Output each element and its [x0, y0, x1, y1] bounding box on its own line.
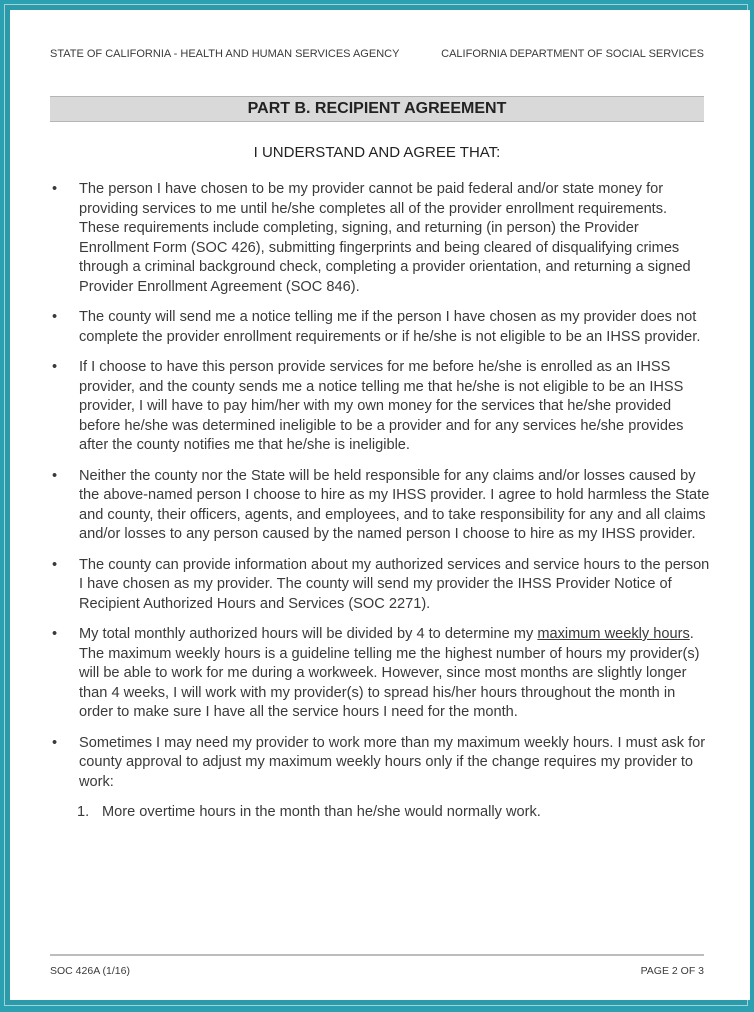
numbered-sub-item: [77, 803, 710, 823]
list-item: [50, 467, 710, 545]
page-number: PAGE 2 OF 3: [640, 965, 704, 977]
list-item-text: The person I have chosen to be my provider cannot be paid federal and/or state money for providing services to me until he/she completes all of the provider enrollment requirements. These requirements include completing, signing, and returning (in person) the Provider Enrollment Form (SOC 426), submitting fingerprints and being cleared of disqualifying crimes through a criminal background check, completing a provider orientation, and returning a signed Provider Enrollment Agreement (SOC 846).: [79, 181, 691, 295]
bullet-icon: •: [52, 556, 58, 573]
page-footer: [50, 965, 704, 977]
bullet-icon: •: [52, 626, 58, 642]
list-item: [50, 625, 710, 723]
list-item-text: Neither the county nor the State will be held responsible for any claims and/or losses caused by the above-named person I choose to hire as my IHSS provider. I agree to hold harmless the State and county, their officers, agents, and employees, and to take responsibility for any and all claims and/or losses to any person caused by the named person I choose to hire as my IHSS provider.: [79, 467, 710, 542]
list-item: [50, 734, 710, 793]
list-item-text: [79, 734, 710, 793]
list-item: [50, 358, 710, 456]
list-item: [50, 556, 710, 615]
header-agency: STATE OF CALIFORNIA - HEALTH AND HUMAN SERVICES AGENCY: [50, 48, 400, 60]
page-header: [50, 48, 704, 60]
header-department: CALIFORNIA DEPARTMENT OF SOCIAL SERVICES: [441, 48, 704, 60]
agreement-list: [50, 180, 710, 823]
document-page: [10, 10, 750, 1000]
list-item: [50, 308, 710, 347]
section-title: PART B. RECIPIENT AGREEMENT: [50, 96, 704, 122]
sub-item-number: 1.: [77, 804, 90, 820]
section-subtitle: I UNDERSTAND AND AGREE THAT:: [253, 144, 501, 161]
list-item-text: The county can provide information about my authorized services and service hours to the person I have chosen as my provider. The county will send my provider the IHSS Provider Notice of Recipient Authorized Hours and Services (SOC 2271).: [79, 556, 710, 612]
underlined-term: maximum weekly hours: [537, 626, 690, 642]
bullet-icon: •: [52, 734, 58, 751]
text-segment: . The maximum weekly hours is a guideline telling me the highest number of hours my provider(s) will be able to work for me during a workweek. However, since most months are slightly longer than 4 weeks, I will work with my provider(s) to spread his/her hours throughout the month in order to make sure I have all the service hours I need for the month.: [79, 626, 700, 720]
footer-divider: [50, 954, 704, 956]
list-item-text: [79, 625, 710, 723]
bullet-icon: •: [52, 181, 58, 197]
bullet-icon: •: [52, 467, 58, 484]
bullet-icon: •: [52, 359, 58, 375]
list-item-text: If I choose to have this person provide services for me before he/she is enrolled as an IHSS provider, and the county sends me a notice telling me that he/she is not eligible to be an IHSS provider, I will have to pay him/her with my own money for the services that he/she provided before he/she was determined ineligible to be a provider and for any services he/she provides after the county notifies me that he/she is ineligible.: [79, 359, 684, 453]
form-number: SOC 426A (1/16): [50, 965, 130, 977]
text-segment: My total monthly authorized hours will be divided by 4 to determine my: [79, 626, 538, 642]
bullet-icon: •: [52, 309, 58, 325]
list-item-body: Sometimes I may need my provider to work more than my maximum weekly hours. I must ask for county approval to adjust my maximum weekly hours only if the change requires my provider to work:: [79, 734, 706, 790]
list-item: [50, 180, 710, 297]
sub-item-text: More overtime hours in the month than he/she would normally work.: [102, 804, 541, 820]
list-item-text: The county will send me a notice telling me if the person I have chosen as my provider does not complete the provider enrollment requirements or if he/she is not eligible to be an IHSS provider.: [79, 309, 701, 345]
